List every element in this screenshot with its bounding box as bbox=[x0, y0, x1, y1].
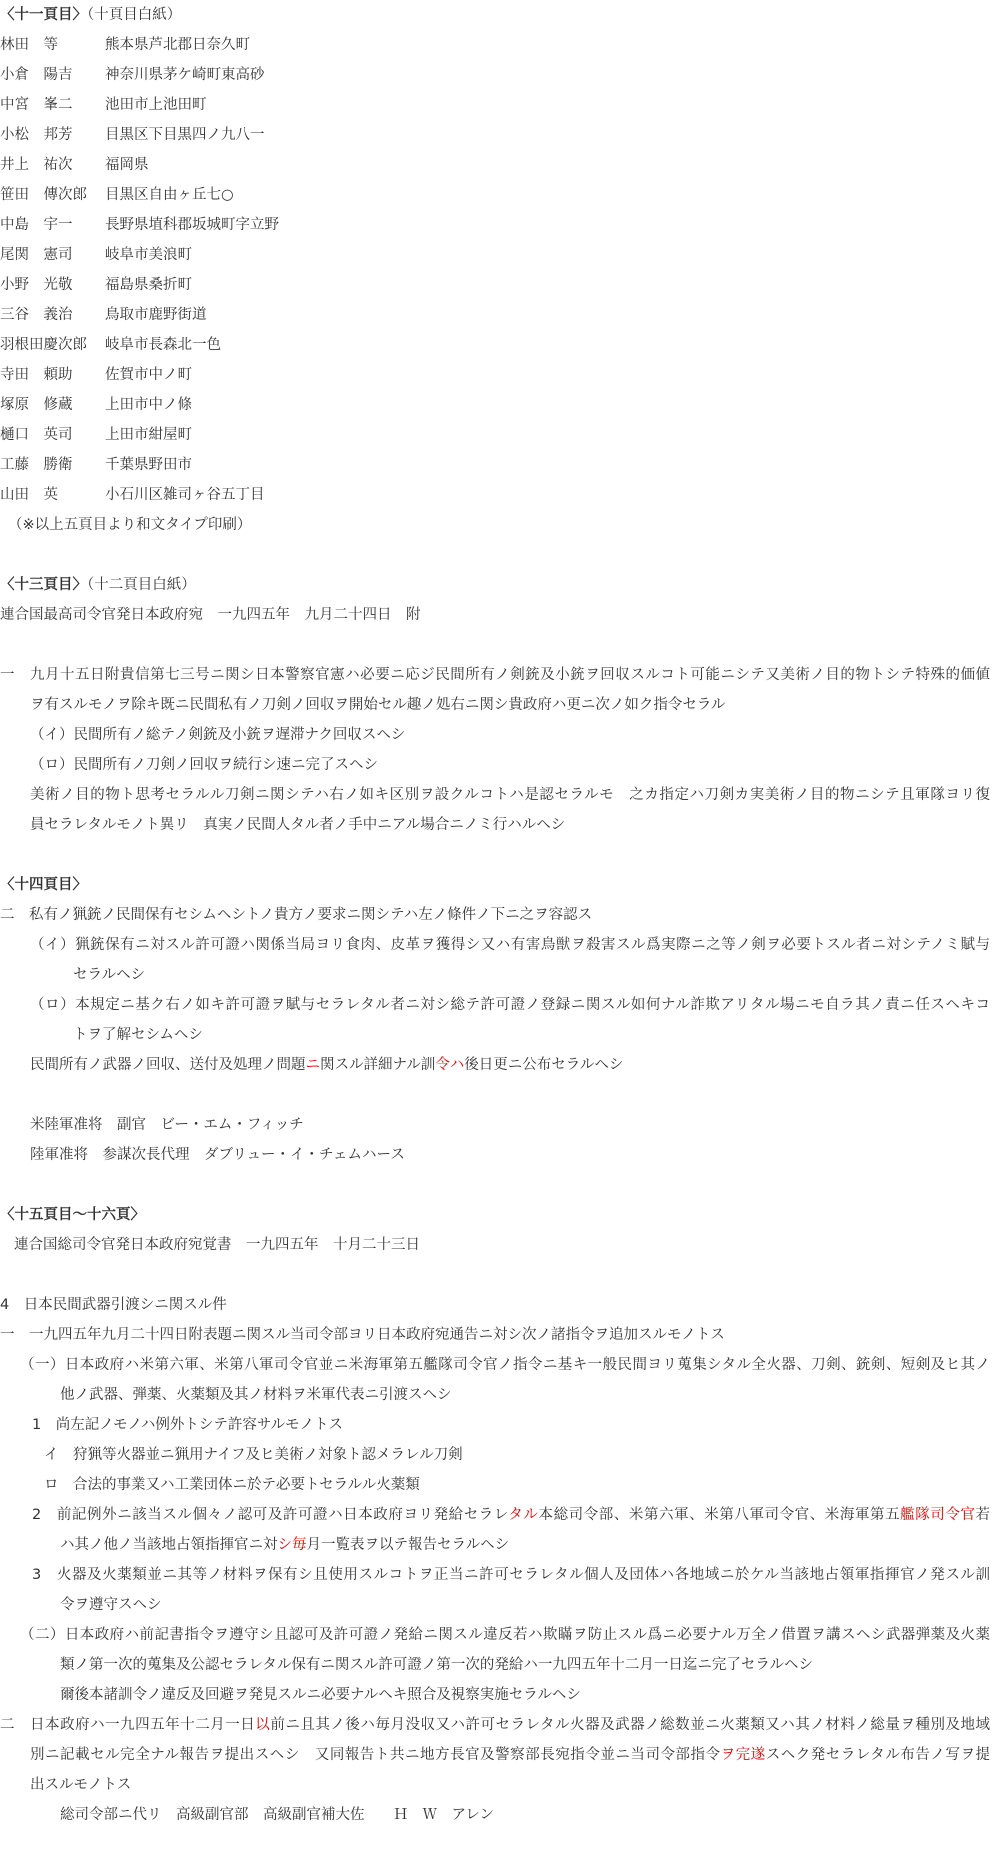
page13-item-ro: （ロ）民間所有ノ刀剣ノ回収ヲ続行シ速ニ完了スヘシ bbox=[30, 757, 378, 773]
page15-n3-line2: 令ヲ遵守スヘシ bbox=[60, 1597, 162, 1613]
page15-p2-red-2: ヲ完遂 bbox=[720, 1747, 766, 1763]
person-address: 岐阜市美浪町 bbox=[105, 247, 192, 263]
person-row bbox=[0, 30, 250, 60]
person-row bbox=[0, 450, 192, 480]
page15-n2-red-3: シ毎 bbox=[277, 1537, 307, 1553]
person-row bbox=[0, 60, 265, 90]
person-address: 熊本県芦北郡日奈久町 bbox=[105, 37, 250, 53]
person-row bbox=[0, 270, 192, 300]
person-address: 鳥取市鹿野街道 bbox=[105, 307, 207, 323]
page15-para1: 一 一九四五年九月二十四日附表題ニ関スル当司令部ヨリ日本政府宛通告ニ対シ次ノ諸指令ヲ追加スルモノトス bbox=[0, 1327, 725, 1343]
person-row bbox=[0, 150, 149, 180]
page14-final-line bbox=[30, 1050, 623, 1080]
page15-n1-ro: ロ 合法的事業又ハ工業団体ニ於テ必要トセラルル火薬類 bbox=[44, 1477, 420, 1493]
page15-n3-line1: 3 火器及火薬類並ニ其等ノ材料ヲ保有シ且使用スルコトヲ正当ニ許可セラレタル個人及団体ハ各地域ニ於ケル当該地占領軍指揮官ノ発スル訓 bbox=[32, 1567, 990, 1583]
page15-p2-line1 bbox=[0, 1710, 990, 1740]
page14-final-text-c: 後日更ニ公布セラルヘシ bbox=[464, 1057, 624, 1073]
page15-n1: 1 尚左記ノモノハ例外トシテ許容サルモノトス bbox=[32, 1417, 343, 1433]
page13-heading-note: （十二頁目白紙） bbox=[87, 577, 196, 593]
person-row bbox=[0, 360, 192, 390]
person-name: 中島 宇一 bbox=[0, 217, 73, 233]
page15-p2-line3: 出スルモノトス bbox=[30, 1777, 132, 1793]
person-name: 工藤 勝衛 bbox=[0, 457, 73, 473]
page15-s1-line2: 他ノ武器、弾薬、火薬類及其ノ材料ヲ米軍代表ニ引渡スヘシ bbox=[60, 1387, 452, 1403]
person-address: 上田市中ノ條 bbox=[105, 397, 192, 413]
page15-s2-line1: （二）日本政府ハ前記書指令ヲ遵守シ且認可及許可證ノ発給ニ関スル違反若ハ欺瞞ヲ防止スル爲ニ必要ナル万全ノ借置ヲ講スヘシ武器弾薬及火薬 bbox=[20, 1627, 990, 1643]
person-name: 山田 英 bbox=[0, 487, 58, 503]
person-row bbox=[0, 300, 207, 330]
page15-n2-line2-text-b: 月一覧表ヲ以テ報告セラルヘシ bbox=[306, 1537, 510, 1553]
page15-heading: 〈十五頁目～十六頁〉 bbox=[0, 1207, 145, 1223]
person-address: 上田市紺屋町 bbox=[105, 427, 192, 443]
page13-memo-line: 連合国最高司令官発日本政府宛 一九四五年 九月二十四日 附 bbox=[0, 607, 421, 623]
page13-para2-line1: 美術ノ目的物ト思考セラルル刀剣ニ関シテハ右ノ如キ区別ヲ設クルコトハ是認セラルモ 之カ指定ハ刀剣カ実美術ノ目的物ニシテ且軍隊ヨリ復 bbox=[30, 787, 990, 803]
person-row bbox=[0, 180, 234, 210]
page15-p2-line2 bbox=[30, 1740, 990, 1770]
person-row bbox=[0, 90, 207, 120]
person-row bbox=[0, 330, 221, 360]
person-name: 小倉 陽吉 bbox=[0, 67, 73, 83]
page14-item-ro-line1: （ロ）本規定ニ基ク右ノ如キ許可證ヲ賦与セラレタル者ニ対シ総テ許可證ノ登録ニ関スル如何ナル詐欺アリタル場ニモ自ラ其ノ責ニ任スヘキコ bbox=[30, 997, 990, 1013]
page15-p2-line2-text-a: 別ニ記載セル完全ナル報告ヲ提出スヘシ 又同報告ト共ニ地方長官及警察部長宛指令並ニ当司令部指令 bbox=[30, 1747, 721, 1763]
person-row bbox=[0, 480, 265, 510]
page14-signature-1: 米陸軍准将 副官 ビー・エム・フィッチ bbox=[30, 1117, 304, 1133]
person-address: 目黒区下目黒四ノ九八一 bbox=[105, 127, 265, 143]
person-address: 福岡県 bbox=[105, 157, 149, 173]
person-name: 林田 等 bbox=[0, 37, 58, 53]
page14-final-red-2: 令ハ bbox=[435, 1057, 465, 1073]
page15-p2-text-b: 前ニ且其ノ後ハ毎月没収又ハ許可セラレタル火器及武器ノ総数並ニ火薬類又ハ其ノ材料ノ総量ヲ種別及地域 bbox=[270, 1717, 991, 1733]
page11-heading-note: （十頁目白紙） bbox=[87, 7, 182, 23]
page14-item-i-line1: （イ）猟銃保有ニ対スル許可證ハ関係当局ヨリ食肉、皮革ヲ獲得シ又ハ有害鳥獣ヲ殺害スル爲実際ニ之等ノ剣ヲ必要トスル者ニ対シテノミ賦与 bbox=[30, 937, 990, 953]
page15-s2-line3: 爾後本諸訓令ノ違反及回避ヲ発見スルニ必要ナルヘキ照合及視察実施セラルヘシ bbox=[60, 1687, 581, 1703]
person-address: 池田市上池田町 bbox=[105, 97, 207, 113]
person-address: 福島県桑折町 bbox=[105, 277, 192, 293]
page13-para2-line2: 員セラレタルモノト異リ 真実ノ民間人タル者ノ手中ニアル場合ニノミ行ハルヘシ bbox=[30, 817, 566, 833]
person-row bbox=[0, 210, 279, 240]
person-address: 目黒区自由ヶ丘七○ bbox=[105, 187, 234, 203]
person-name: 尾関 憲司 bbox=[0, 247, 73, 263]
page14-final-text-a: 民間所有ノ武器ノ回収、送付及処理ノ問題 bbox=[30, 1057, 306, 1073]
page15-n2-line2-text-a: ハ其ノ他ノ当該地占領指揮官ニ対 bbox=[60, 1537, 278, 1553]
page13-item-i: （イ）民間所有ノ総テノ剣銃及小銃ヲ遅滞ナク回収スヘシ bbox=[30, 727, 406, 743]
person-name: 塚原 修蔵 bbox=[0, 397, 73, 413]
page14-final-text-b: 関スル詳細ナル訓 bbox=[320, 1057, 436, 1073]
person-address: 長野県埴科郡坂城町字立野 bbox=[105, 217, 279, 233]
page14-signature-2: 陸軍准将 参謀次長代理 ダブリュー・イ・チェムハース bbox=[30, 1147, 405, 1163]
page14-item-i-line2: セラルヘシ bbox=[73, 967, 146, 983]
page15-subject: 4 日本民間武器引渡シニ関スル件 bbox=[0, 1297, 227, 1313]
page15-n2-line2 bbox=[60, 1530, 509, 1560]
page15-p2-text-a: 二 日本政府ハ一九四五年十二月一日 bbox=[0, 1717, 256, 1733]
page15-n2-red-1: タル bbox=[508, 1507, 539, 1523]
person-name: 樋口 英司 bbox=[0, 427, 73, 443]
page11-note: （※以上五頁目より和文タイプ印刷） bbox=[8, 517, 252, 533]
person-name: 三谷 義治 bbox=[0, 307, 73, 323]
page15-n2-line1 bbox=[32, 1500, 990, 1530]
page11-heading bbox=[0, 0, 181, 30]
page15-n2-text-c: 若 bbox=[975, 1507, 991, 1523]
page15-memo-line: 連合国総司令官発日本政府宛覚書 一九四五年 十月二十三日 bbox=[14, 1237, 420, 1253]
page13-para1-line1: 一 九月十五日附貴信第七三号ニ関シ日本警察官憲ハ必要ニ応ジ民間所有ノ剣銃及小銃ヲ回収スルコト可能ニシテ又美術ノ目的物トシテ特殊的価値 bbox=[0, 667, 990, 683]
person-name: 羽根田慶次郎 bbox=[0, 337, 87, 353]
page15-s1-line1: （一）日本政府ハ米第六軍、米第八軍司令官並ニ米海軍第五艦隊司令官ノ指令ニ基キ一般民間ヨリ蒐集シタル全火器、刀剣、銃剣、短剣及ヒ其ノ bbox=[20, 1357, 990, 1373]
page15-n2-text-b: 本総司令部、米第六軍、米第八軍司令官、米海軍第五 bbox=[538, 1507, 901, 1523]
page13-heading-label: 〈十三頁目〉 bbox=[0, 577, 87, 593]
page14-para-line1: 二 私有ノ猟銃ノ民間保有セシムヘシトノ貴方ノ要求ニ関シテハ左ノ條件ノ下ニ之ヲ容認ス bbox=[0, 907, 593, 923]
page15-s2-line2: 類ノ第一次的蒐集及公認セラレタル保有ニ関スル許可證ノ第一次的発給ハ一九四五年十二月一日迄ニ完了セラルヘシ bbox=[60, 1657, 813, 1673]
page13-heading bbox=[0, 570, 196, 600]
page14-item-ro-line2: トヲ了解セシムヘシ bbox=[73, 1027, 203, 1043]
person-row bbox=[0, 420, 192, 450]
page14-heading: 〈十四頁目〉 bbox=[0, 877, 87, 893]
person-address: 千葉県野田市 bbox=[105, 457, 192, 473]
page15-n2-red-2: 艦隊司令官 bbox=[900, 1507, 976, 1523]
person-name: 小松 邦芳 bbox=[0, 127, 73, 143]
page15-n1-i: イ 狩猟等火器並ニ猟用ナイフ及ヒ美術ノ対象ト認メラレル刀剣 bbox=[44, 1447, 463, 1463]
person-name: 笹田 傳次郎 bbox=[0, 187, 87, 203]
page13-para1-line2: ヲ有スルモノヲ除キ既ニ民間私有ノ刀剣ノ回収ヲ開始セル趣ノ処右ニ関シ貴政府ハ更ニ次ノ如ク指令セラル bbox=[30, 697, 726, 713]
page11-heading-label: 〈十一頁目〉 bbox=[0, 7, 87, 23]
person-name: 寺田 頼助 bbox=[0, 367, 73, 383]
person-row bbox=[0, 240, 192, 270]
page15-signature: 総司令部ニ代リ 高級副官部 高級副官補大佐 Ｈ Ｗ アレン bbox=[60, 1807, 495, 1823]
person-name: 小野 光敬 bbox=[0, 277, 73, 293]
person-address: 神奈川県茅ケ崎町東高砂 bbox=[105, 67, 265, 83]
person-address: 小石川区雑司ヶ谷五丁目 bbox=[105, 487, 265, 503]
person-name: 中宮 峯二 bbox=[0, 97, 73, 113]
person-row bbox=[0, 390, 192, 420]
page15-n2-text-a: 2 前記例外ニ該当スル個々ノ認可及許可證ハ日本政府ヨリ発給セラレ bbox=[32, 1507, 509, 1523]
page15-p2-line2-text-b: スヘク発セラレタル布告ノ写ヲ提 bbox=[765, 1747, 991, 1763]
person-row bbox=[0, 120, 265, 150]
person-address: 佐賀市中ノ町 bbox=[105, 367, 192, 383]
person-name: 井上 祐次 bbox=[0, 157, 73, 173]
page14-final-red-1: ニ bbox=[305, 1057, 320, 1073]
person-address: 岐阜市長森北一色 bbox=[105, 337, 221, 353]
page15-p2-red-1: 以 bbox=[255, 1717, 271, 1733]
